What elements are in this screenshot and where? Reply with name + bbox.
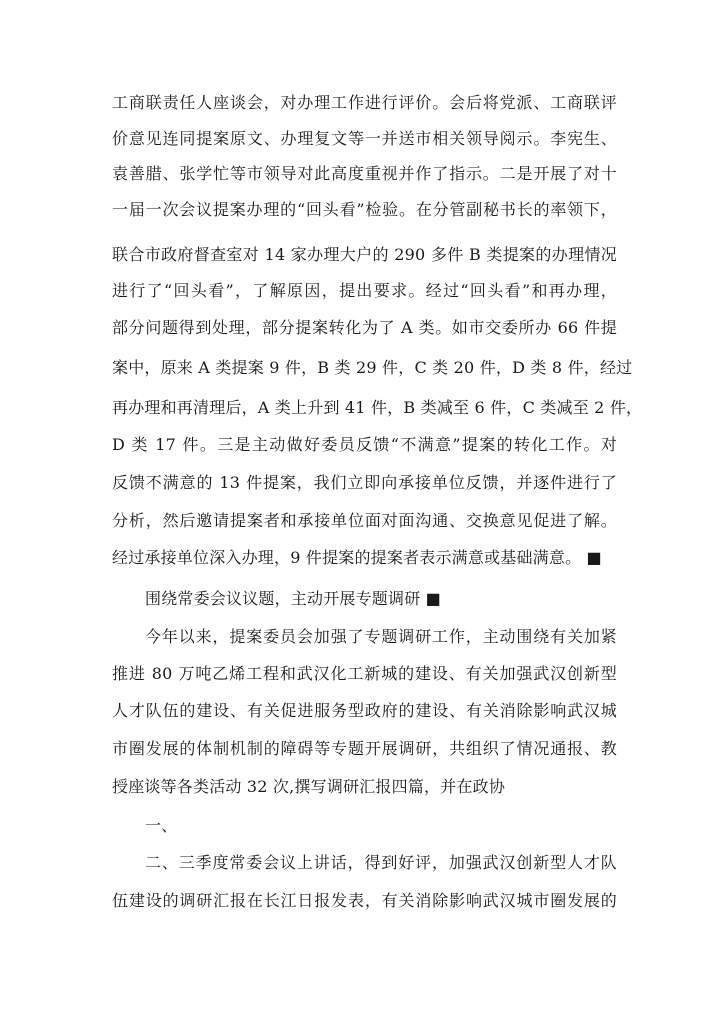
paragraph-line: 今年以来，提案委员会加强了专题调研工作，主动围绕有关加紧 bbox=[145, 627, 617, 646]
paragraph-line: 反馈不满意的 13 件提案，我们立即向承接单位反馈，并逐件进行了 bbox=[112, 473, 617, 492]
section-heading: 围绕常委会议议题，主动开展专题调研 ■ bbox=[145, 589, 442, 608]
paragraph-line: 一届一次会议提案办理的“回头看”检验。在分管副秘书长的率领下， bbox=[112, 200, 617, 219]
list-marker: 一、 bbox=[145, 816, 178, 835]
paragraph-line: 分析，然后邀请提案者和承接单位面对面沟通、交换意见促进了解。 bbox=[112, 511, 617, 530]
paragraph-line: 案中，原来 A 类提案 9 件，B 类 29 件，C 类 20 件，D 类 8 件，经过 bbox=[112, 358, 633, 377]
paragraph-line: 再办理和再清理后，A 类上升到 41 件，B 类减至 6 件，C 类减至 2 件， bbox=[112, 398, 643, 417]
paragraph-line: 市圈发展的体制机制的障碍等专题开展调研，共组织了情况通报、教 bbox=[112, 739, 617, 758]
paragraph-line: D 类 17 件。三是主动做好委员反馈“不满意”提案的转化工作。对 bbox=[112, 435, 617, 454]
paragraph-line: 伍建设的调研汇报在长江日报发表，有关消除影响武汉城市圈发展的 bbox=[112, 891, 617, 910]
paragraph-line: 部分问题得到处理，部分提案转化为了 A 类。如市交委所办 66 件提 bbox=[112, 318, 617, 337]
paragraph-line: 袁善腊、张学忙等市领导对此高度重视并作了指示。二是开展了对十 bbox=[112, 164, 617, 183]
paragraph-line: 二、三季度常委会议上讲话，得到好评，加强武汉创新型人才队 bbox=[145, 853, 617, 872]
paragraph-line: 价意见连同提案原文、办理复文等一并送市相关领导阅示。李宪生、 bbox=[112, 129, 617, 148]
paragraph-line: 授座谈等各类活动 32 次,撰写调研汇报四篇，并在政协 bbox=[112, 777, 506, 796]
paragraph-line: 人才队伍的建设、有关促进服务型政府的建设、有关消除影响武汉城 bbox=[112, 701, 617, 720]
paragraph-line: 推进 80 万吨乙烯工程和武汉化工新城的建设、有关加强武汉创新型 bbox=[112, 664, 617, 683]
paragraph-line: 进行了“回头看”，了解原因，提出要求。经过“回头看”和再办理， bbox=[112, 281, 617, 300]
paragraph-line: 联合市政府督查室对 14 家办理大户的 290 多件 B 类提案的办理情况 bbox=[112, 245, 617, 264]
paragraph-line: 经过承接单位深入办理，9 件提案的提案者表示满意或基础满意。 ■ bbox=[112, 548, 602, 567]
paragraph-line: 工商联责任人座谈会，对办理工作进行评价。会后将党派、工商联评 bbox=[112, 93, 617, 112]
